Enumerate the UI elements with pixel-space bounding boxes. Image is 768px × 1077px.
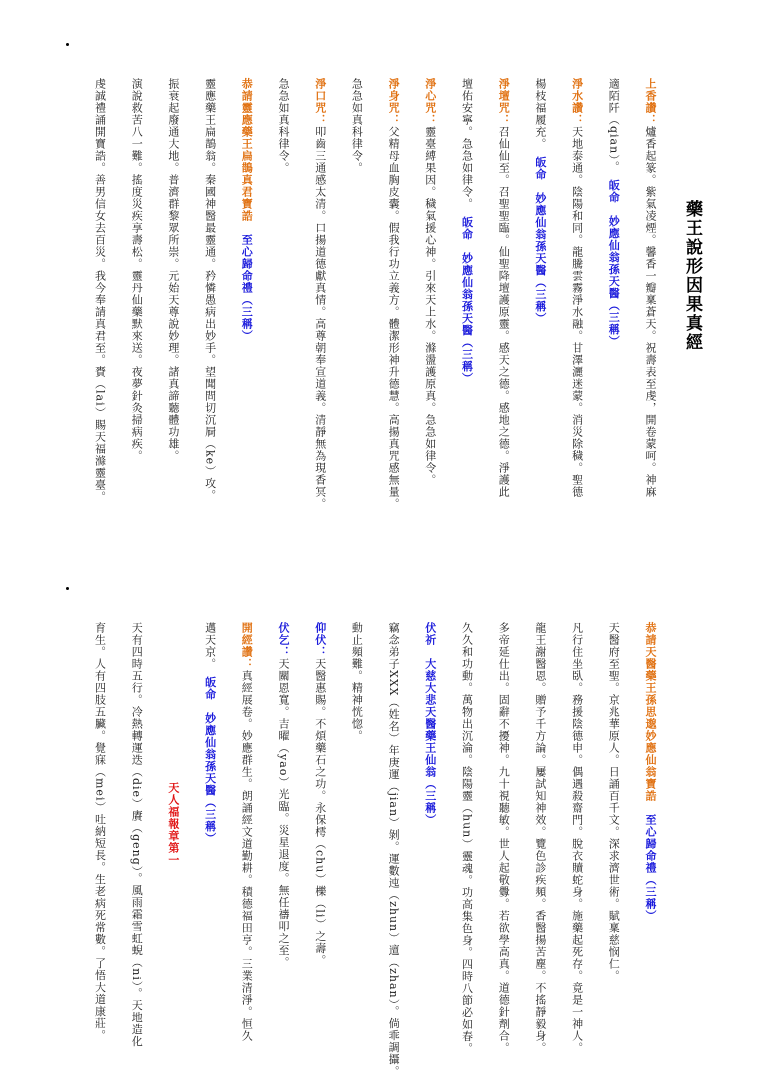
section-label: 淨心咒： [423, 78, 437, 126]
verse-text: 叩齒三通感太清。口揚道德獻真情。高尊朝奉宣道義。清靜無為現香冥。 [313, 126, 327, 510]
text-column [166, 782, 180, 866]
text-column [643, 78, 657, 498]
text-column [93, 78, 107, 503]
text-column [386, 622, 400, 1077]
text-column [93, 622, 107, 1041]
section-label: 伏祈 [423, 622, 437, 646]
verse-text: 竊念弟子XXX（姓名）年庚運（jian）剝。運數迍（zhun）邅（zhan）。倘乖調攝。 [387, 622, 401, 1077]
text-column [276, 622, 290, 968]
text-column [533, 78, 547, 325]
verse-text: 適陌阡（qian）。 [607, 78, 621, 168]
verse-text: 靈臺縛果因。穢氣援心神。引來天上水。滌盪護原真。急急如律令。 [423, 126, 437, 486]
text-column [313, 78, 327, 510]
text-column [129, 78, 143, 462]
verse-text: 育生。人有四肢五臟。覺寐（mei）吐納短長。生老病死常數。了悟大道康莊。 [93, 622, 107, 1042]
text-column [643, 622, 657, 922]
verse-text: 壇佑安寧。急急如律令。 [460, 78, 474, 205]
invocation-text: 皈命 妙應仙翁孫天醫（三稱） [533, 144, 547, 325]
text-column [460, 622, 474, 1054]
page-title: 藥王說形因果真經 [682, 200, 702, 352]
verse-text: 多帝延仕出。固辭不擾神。九十視聽敏。世人起敬釁。若欲學高真。道德針劑合。 [497, 622, 511, 1054]
section-label: 淨口咒： [313, 78, 327, 126]
section-label: 開經讚： [240, 622, 254, 670]
verse-text: 真經展卷。妙應群生。朗誦經文道勤耕。積德福田亨。三業清淨。恒久 [240, 670, 254, 1042]
section-label: 淨身咒： [387, 78, 401, 126]
verse-text: 虔誠禮誦開寶誥。善男信女去百災。我今奉請真君至。賚（lai）賜天福滌靈臺。 [93, 78, 107, 503]
text-column [496, 78, 510, 498]
verse-text: 動止頻難。精神恍惚。 [350, 622, 364, 742]
section-label: 恭請天醫藥王孫思邈妙應仙翁寶誥 [644, 622, 657, 802]
verse-text: 急急如真科律令。 [277, 78, 290, 174]
invocation-text: 至心歸命禮（三稱） [240, 222, 254, 342]
text-column [606, 622, 620, 982]
text-column [423, 622, 437, 826]
text-column [570, 622, 584, 1054]
invocation-text: 大慈大悲天醫藥王仙翁（三稱） [423, 646, 437, 826]
text-column [349, 622, 363, 742]
section-label: 淨水讚： [570, 78, 584, 126]
text-column [423, 78, 437, 486]
invocation-text: 皈命 妙應仙翁孫天醫（三稱） [203, 664, 217, 845]
verse-text: 振衰起廢通大地。普濟群黎眾所崇。元始天尊說妙理。諸真諦聽體功雄。 [166, 78, 180, 462]
section-label: 仰伏： [313, 622, 327, 658]
invocation-text: 皈命 妙應仙翁孫天醫（三稱） [607, 167, 621, 348]
verse-text: 天醫惠賜。不煩藥石之功。永保樗（chu）櫟（li）之壽。 [313, 658, 327, 967]
verse-text: 演說救苦八一難。搖度災疾享壽松。靈丹仙藥默來送。夜夢針灸掃病疾。 [130, 78, 144, 462]
text-column [203, 622, 217, 845]
text-column [239, 78, 253, 342]
chapter-heading: 天人福報章第一 [166, 782, 180, 866]
section-label: 上香讚： [644, 78, 657, 126]
verse-text: 龍王謝醫恩。贈予千方論。屢試知神效。覽色診疾頻。香醫揚苦塵。不搖靜毅身。 [533, 622, 547, 1054]
text-column [496, 622, 510, 1054]
verse-text: 天地泰通。陰陽和同。龍騰雲霧淨水融。甘澤灑迷蒙。消災除穢。聖德 [570, 126, 584, 498]
verse-text: 父精母血胸皮囊。假我行功立義方。體潔形神升德慧。高揚真咒感無量。 [387, 126, 401, 510]
verse-text: 天關恩寬。吉曜（yao）光臨。災星退度。無任禱叩之至。 [277, 658, 290, 969]
section-label: 伏乞： [277, 622, 290, 658]
text-column [460, 78, 474, 385]
verse-text: 楊枝福履充。 [533, 78, 547, 145]
verse-text: 邁天京。 [203, 622, 217, 665]
text-column [203, 78, 217, 501]
text-column [570, 78, 584, 498]
section-label: 恭請靈應藥王扁鵲真君寶誥 [240, 78, 254, 222]
verse-text: 天醫府至聖。京兆華原人。日誦百千文。深求濟世術。賦稟慈悯仁。 [607, 622, 621, 982]
verse-text: 靈應藥王扁鵲翁。秦國神醫最靈通。矜憐愚病出妙手。望聞問切沉屙（ke）攻。 [203, 78, 217, 502]
verse-text: 急急如真科律令。 [350, 78, 364, 174]
page2-marker [66, 587, 69, 590]
text-column [606, 78, 620, 347]
text-column [349, 78, 363, 174]
text-column [386, 78, 400, 510]
text-column [129, 622, 143, 1047]
text-column [276, 78, 290, 174]
page1-marker [66, 43, 69, 46]
verse-text: 爐香起篆。紫氣凌煙。馨香一瓣稟蒼天。祝壽表至虔，開卷蒙呵。神麻 [644, 126, 657, 498]
invocation-text: 至心歸命禮（三稱） [644, 802, 657, 922]
verse-text: 召仙仙至。召聖聖臨。仙聖降壇護原靈。感天之德。感地之德。淨護此 [497, 126, 511, 498]
text-column [239, 622, 253, 1042]
section-label: 淨壇咒： [497, 78, 511, 126]
invocation-text: 皈命 妙應仙翁孫天醫（三稱） [460, 204, 474, 385]
text-column [313, 622, 327, 966]
verse-text: 天有四時五行。冷熱轉運迭（die）賡（geng）。風雨霜雪虹蜺（ni）。天地造化 [130, 622, 144, 1048]
verse-text: 久久和功動。萬物出沉淪。陰陽靈（hun）靈魂。功高集色身。四時八節必如春。 [460, 622, 474, 1055]
text-column [166, 78, 180, 462]
verse-text: 凡行住坐臥。務援陰德申。偶遇殺齋門。脫衣贖蛇身。施藥起死存。竟是一神人。 [570, 622, 584, 1054]
text-column [533, 622, 547, 1054]
